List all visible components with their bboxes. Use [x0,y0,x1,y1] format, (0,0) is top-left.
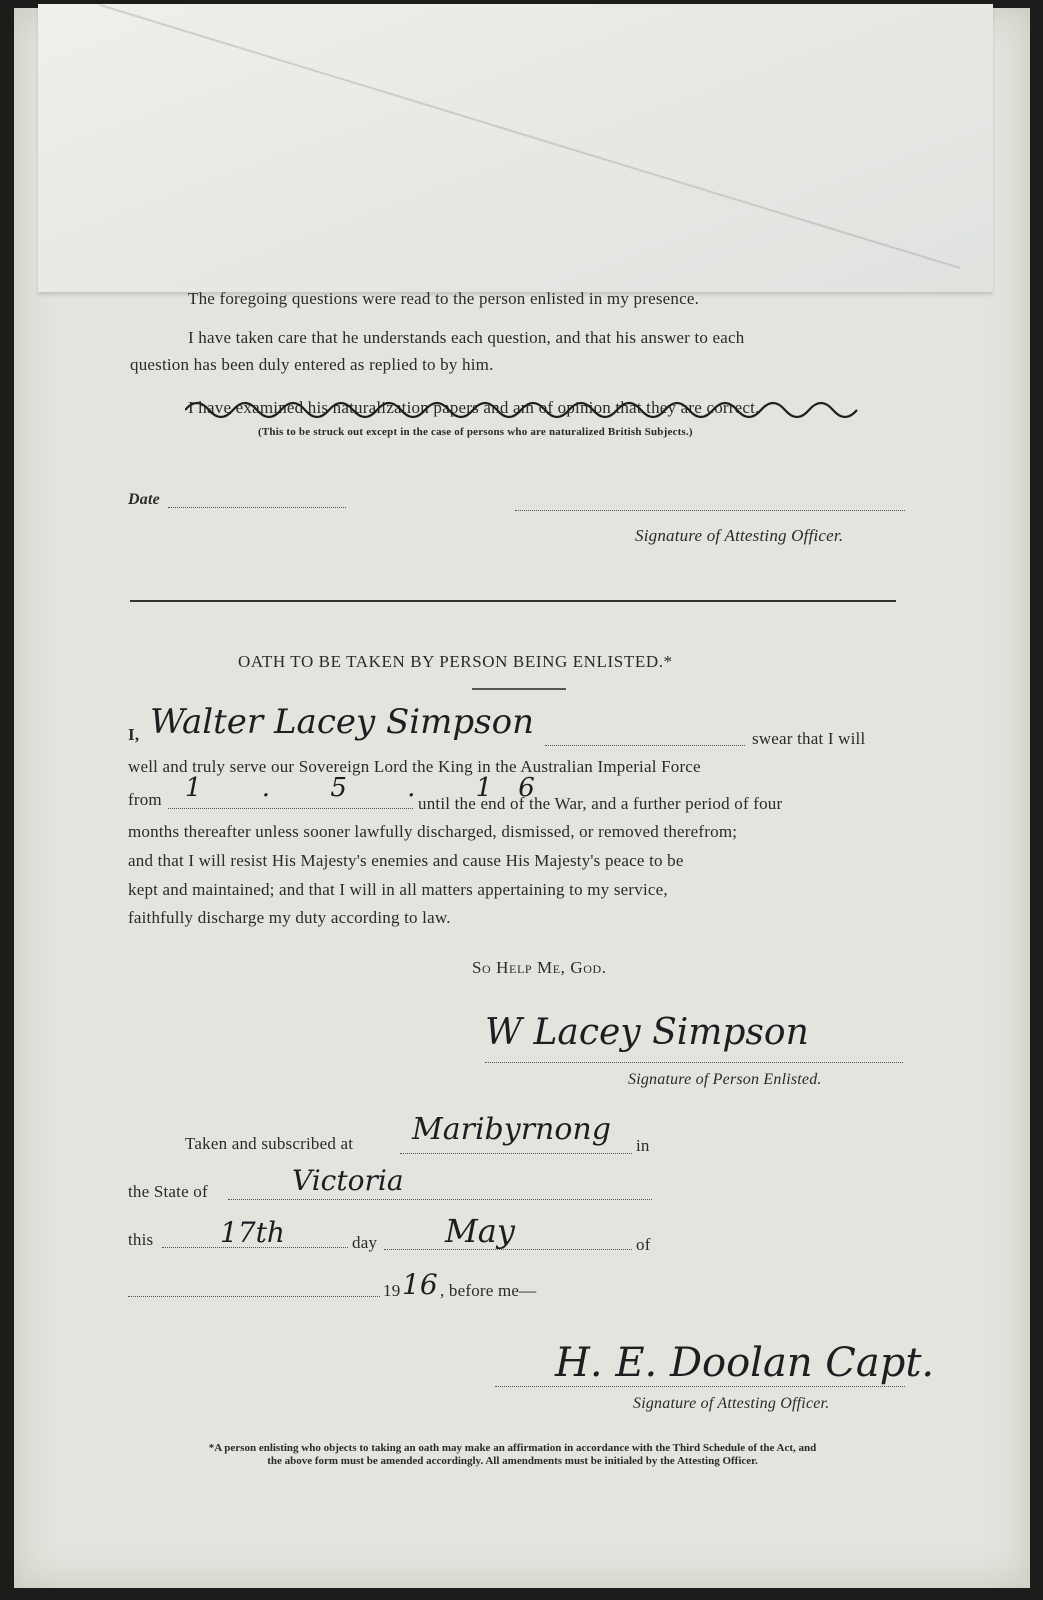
footnote-line-1: *A person enlisting who objects to taking an oath may make an affirmation in accordance with the Third Schedule of the Act, and [208,1442,817,1454]
before-me: , before me— [440,1281,537,1300]
section-divider [130,600,896,602]
oath-line-6: kept and maintained; and that I will in all matters appertaining to my service, [128,880,668,899]
in-label: in [636,1136,650,1155]
enlistee-name-handwritten: Walter Lacey Simpson [150,702,534,742]
naturalization-note: (This to be struck out except in the case of persons who are naturalized British Subjects.) [258,426,693,438]
oath-line-3: until the end of the War, and a further period of four [418,794,783,813]
oath-pronoun: I, [128,725,140,744]
from-date-line [168,808,413,809]
state-label: the State of [128,1182,208,1201]
footnote-line-2: the above form must be amended accordingly. All amendments must be initialed by the Attesting Officer. [267,1455,758,1467]
oath-heading: OATH TO BE TAKEN BY PERSON BEING ENLISTED.* [238,652,673,671]
pre-year-line [128,1296,380,1297]
footnote [110,1442,915,1468]
month-line [384,1249,632,1250]
place-line [400,1153,632,1154]
naturalization-statement: I have examined his naturalization papers and am of opinion that they are correct. [188,398,760,417]
folded-flap [38,4,993,292]
strike-through-squiggle [185,395,885,425]
from-label: from [128,790,162,809]
officer-signature-handwritten: H. E. Doolan Capt. [555,1340,935,1386]
year-prefix: 19 [383,1281,401,1300]
taken-label: Taken and subscribed at [185,1134,354,1153]
year-handwritten: 16 [402,1268,438,1301]
enlistee-signature-line [485,1062,903,1063]
oath-closing: So Help Me, God. [472,958,607,977]
state-line [228,1199,652,1200]
heading-underline [472,688,566,690]
day-handwritten: 17th [220,1216,285,1249]
officer-signature-label-2: Signature of Attesting Officer. [633,1395,830,1412]
oath-line-2: well and truly serve our Sovereign Lord the King in the Australian Imperial Force [128,757,701,776]
this-label: this [128,1230,154,1249]
place-handwritten: Maribyrnong [412,1112,611,1147]
of-label: of [636,1235,651,1254]
enlistee-signature-label: Signature of Person Enlisted. [628,1071,822,1088]
oath-line-4: months thereafter unless sooner lawfully discharged, dismissed, or removed therefrom; [128,822,738,841]
declaration-line-1: The foregoing questions were read to the person enlisted in my presence. [188,289,700,308]
officer-signature-line-1 [515,510,905,511]
swear-text: swear that I will [752,729,866,748]
month-handwritten: May [445,1212,515,1250]
name-line [545,745,745,746]
day-line [162,1247,348,1248]
date-line [168,507,346,508]
officer-signature-line-2 [495,1386,905,1387]
declaration-line-2b: question has been duly entered as replied to by him. [130,355,494,374]
oath-line-5: and that I will resist His Majesty's enemies and cause His Majesty's peace to be [128,851,684,870]
enlistee-signature: W Lacey Simpson [485,1012,809,1053]
declaration-line-2a: I have taken care that he understands each question, and that his answer to each [188,328,745,347]
day-label: day [352,1233,378,1252]
officer-signature-label-1: Signature of Attesting Officer. [635,526,844,545]
date-label: Date [128,491,160,508]
from-date-handwritten: 1 . 5 . 16 [185,773,561,803]
state-handwritten: Victoria [292,1164,404,1197]
oath-line-7: faithfully discharge my duty according to law. [128,908,451,927]
